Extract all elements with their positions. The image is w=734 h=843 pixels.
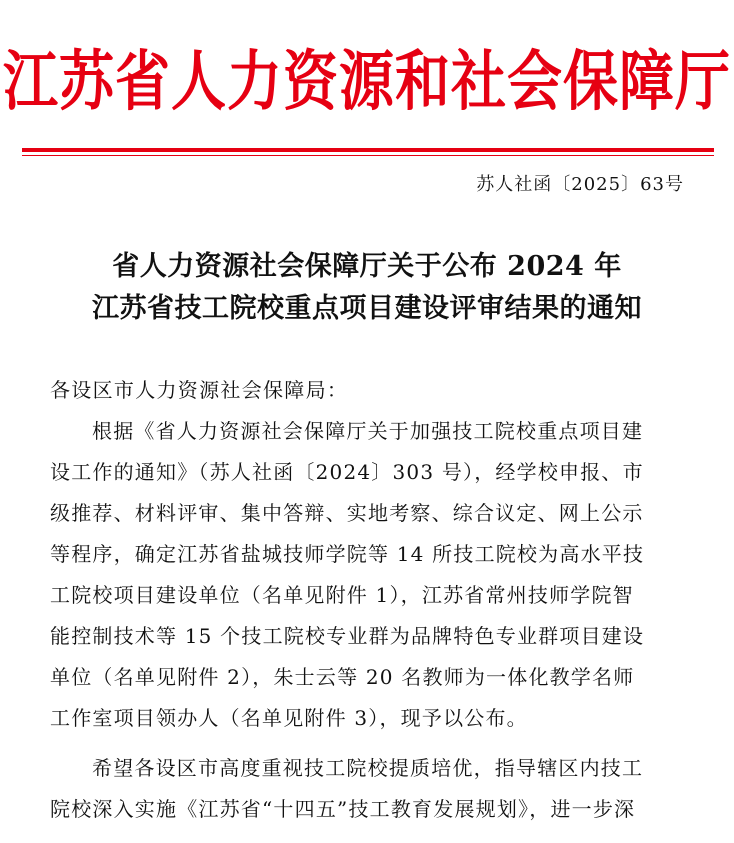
paragraph-2-line: 希望各设区市高度重视技工院校提质培优，指导辖区内技工 (92, 756, 644, 780)
paragraph-1-line: 单位（名单见附件 2），朱士云等 20 名教师为一体化教学名师 (50, 665, 635, 689)
paragraph-1-line: 根据《省人力资源社会保障厅关于加强技工院校重点项目建 (92, 419, 644, 443)
salutation: 各设区市人力资源社会保障局： (50, 378, 349, 402)
paragraph-1-line: 工院校项目建设单位（名单见附件 1），江苏省常州技师学院智 (50, 583, 634, 607)
letterhead-org-name: 江苏省人力资源和社会保障厅 (2, 42, 731, 119)
document-title-line-2: 江苏省技工院校重点项目建设评审结果的通知 (92, 293, 642, 324)
document-title-line-1: 省人力资源社会保障厅关于公布 2024 年 (112, 251, 622, 282)
letterhead-red-rule-thin (22, 155, 714, 156)
paragraph-1-line: 级推荐、材料评审、集中答辩、实地考察、综合议定、网上公示 (50, 501, 644, 525)
document-number: 苏人社函〔2025〕63号 (476, 174, 684, 195)
paragraph-1-line: 等程序，确定江苏省盐城技师学院等 14 所技工院校为高水平技 (50, 542, 645, 566)
paragraph-1-line: 设工作的通知》（苏人社函〔2024〕303 号），经学校申报、市 (50, 460, 644, 484)
paragraph-1-line: 工作室项目领办人（名单见附件 3），现予以公布。 (50, 706, 528, 730)
paragraph-2-line: 院校深入实施《江苏省“十四五”技工教育发展规划》，进一步深 (50, 797, 636, 821)
paragraph-1-line: 能控制技术等 15 个技工院校专业群为品牌特色专业群项目建设 (50, 624, 645, 648)
letterhead-red-rule-thick (22, 148, 714, 152)
